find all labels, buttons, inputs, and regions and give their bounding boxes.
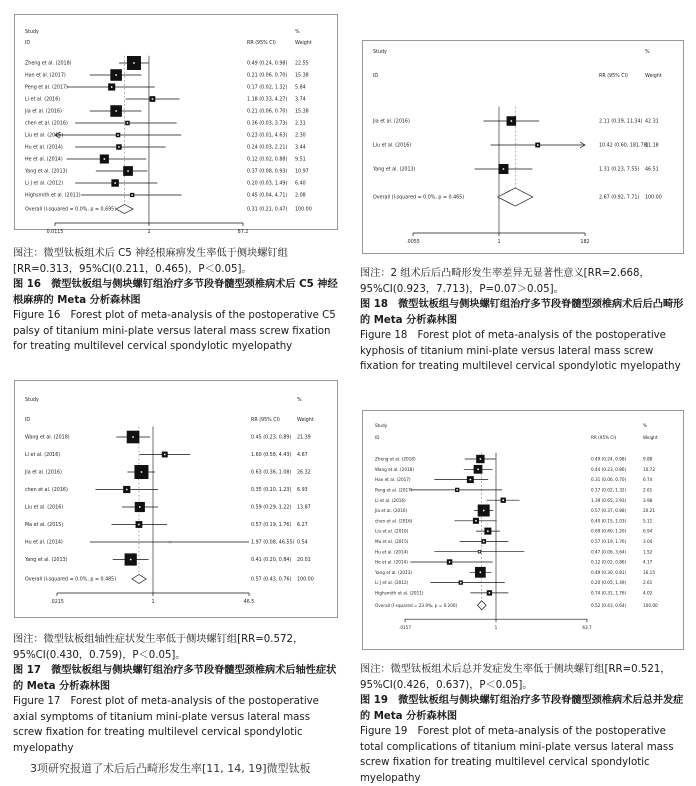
study-weight: 3.98 [643, 497, 653, 503]
study-ci-text: 1.60 (0.58, 4.43) [251, 453, 292, 459]
header-weight: Weight [297, 418, 314, 423]
study-point-estimate [503, 168, 505, 170]
study-point-estimate [141, 471, 143, 473]
study-label: chen et al. (2016) [25, 121, 68, 127]
study-weight: 5.11 [643, 518, 653, 524]
study-weight: 1.52 [643, 549, 653, 555]
study-label: Wang et al. (2018) [375, 466, 414, 472]
header-study: Study [373, 50, 387, 55]
x-axis-tick-label: 87.2 [237, 230, 249, 235]
study-label: Hu et al. (2014) [375, 549, 408, 555]
study-weight: 15.38 [295, 109, 309, 115]
header-weight: Weight [643, 435, 658, 440]
header-percent: % [645, 50, 650, 55]
header-rr: RR (95% CI) [591, 435, 617, 440]
caption-title-en-fig19: Figure 19 Forest plot of meta-analysis of the postoperative total complications of titanium mini-plate versus lateral mass screw fixation for treating multilevel cervical spondylotic myelopathy [360, 726, 674, 784]
x-axis-tick-label: 46.5 [243, 600, 255, 605]
study-label: Li J et al. (2012) [25, 181, 64, 187]
forest-plot-fig17 [15, 381, 337, 617]
x-axis-tick-label: .0055 [406, 240, 420, 245]
study-weight: 9.88 [643, 456, 653, 462]
study-ci-text: 0.74 (0.31, 1.76) [591, 590, 627, 596]
study-weight: 0.54 [297, 540, 308, 546]
study-ci-text: 0.31 (0.06, 0.70) [591, 477, 627, 483]
caption-fig19 [360, 662, 690, 786]
study-point-estimate [477, 468, 479, 470]
x-axis-tick-label: 1 [147, 230, 151, 235]
study-weight: 21.39 [297, 435, 311, 441]
overall-diamond [478, 601, 487, 610]
study-ci-text: 0.17 (0.02, 1.32) [591, 487, 627, 493]
study-weight: 2.08 [295, 193, 306, 199]
study-label: He et al. (2014) [25, 157, 63, 163]
study-point-estimate [479, 551, 481, 553]
study-ci-text: 0.49 (0.30, 0.81) [591, 569, 627, 575]
study-ci-text: 0.40 (0.15, 1.03) [591, 518, 627, 524]
overall-diamond [132, 575, 146, 584]
study-weight: 11.18 [645, 143, 659, 149]
study-label: Han et al. (2017) [25, 73, 66, 79]
study-weight: 10.72 [643, 466, 655, 472]
study-label: chen et al. (2016) [25, 488, 68, 494]
x-axis-tick-label: 1 [497, 240, 501, 245]
study-weight: 4.02 [643, 590, 653, 596]
study-point-estimate [479, 571, 481, 573]
study-weight: 2.31 [295, 121, 306, 127]
study-weight: 15.38 [295, 73, 309, 79]
study-weight: 10.97 [295, 169, 309, 175]
study-label: chen et al. (2016) [375, 518, 413, 524]
study-ci-text: 0.44 (0.23, 0.86) [591, 466, 627, 472]
study-weight: 13.87 [297, 505, 311, 511]
overall-ci-text: 0.57 (0.43, 0.76) [251, 577, 292, 583]
study-point-estimate [117, 134, 119, 136]
study-label: Ma et al. (2015) [25, 523, 64, 529]
study-label: He et al. (2014) [375, 559, 408, 565]
study-point-estimate [483, 510, 485, 512]
header-study: Study [375, 423, 388, 428]
study-point-estimate [139, 506, 141, 508]
study-label: Li et al. (2016) [375, 497, 406, 503]
study-weight: 3.74 [295, 97, 306, 103]
forest-plot-panel-fig16 [14, 14, 338, 235]
study-ci-text: 0.57 (0.19, 1.76) [591, 539, 627, 544]
study-label: Peng et al. (2017) [25, 85, 68, 91]
header-id: ID [25, 41, 31, 46]
header-rr: RR (95% CI) [251, 418, 280, 423]
study-point-estimate [456, 489, 458, 491]
forest-plot-fig19 [363, 411, 683, 649]
study-point-estimate [114, 182, 116, 184]
study-label: Hu et al. (2014) [25, 540, 63, 546]
study-ci-text: 0.20 (0.05, 1.49) [591, 580, 627, 586]
study-ci-text: 0.41 (0.20, 0.84) [251, 558, 292, 564]
study-point-estimate [483, 541, 485, 543]
header-rr: RR (95% CI) [247, 41, 276, 46]
study-weight: 2.30 [295, 133, 306, 139]
study-ci-text: 0.63 (0.36, 1.08) [251, 470, 292, 476]
study-ci-text: 0.69 (0.40, 1.20) [591, 528, 627, 534]
study-weight: 20.21 [643, 508, 655, 514]
study-label: Hu et al. (2014) [25, 145, 63, 151]
study-label: Li et al. (2016) [25, 453, 61, 459]
overall-ci-text: 2.67 (0.92, 7.71) [599, 195, 640, 201]
header-id: ID [25, 418, 31, 423]
study-label: Liu et al. (2016) [25, 505, 64, 511]
caption-note-fig19: 图注：微型钛板组术后总并发症发生率低于侧块螺钉组[RR=0.521，95%CI(0.426，0.637)，P＜0.05]。 [360, 664, 671, 691]
overall-ci-text: 0.52 (0.43, 0.64) [591, 602, 627, 608]
forest-plot-panel-fig17 [14, 380, 338, 618]
study-ci-text: 0.59 (0.29, 1.22) [251, 505, 292, 511]
study-point-estimate [132, 436, 134, 438]
study-ci-text: 0.23 (0.01, 4.63) [247, 133, 288, 139]
study-weight: 3.04 [643, 539, 653, 544]
study-ci-text: 2.11 (0.39, 11.34) [599, 119, 643, 125]
overall-label: Overall (I-squared = 0.0%, p = 0.485) [25, 577, 117, 583]
study-ci-text: 0.21 (0.06, 0.70) [247, 109, 288, 115]
study-label: Yang et al. (2013) [25, 558, 68, 564]
study-weight: 4.17 [643, 559, 653, 565]
caption-note-fig17: 图注：微型钛板组轴性症状发生率低于侧块螺钉组[RR=0.572，95%CI(0.430，0.759)，P＜0.05]。 [13, 634, 304, 661]
study-label: Highsmith et al. (2011) [25, 193, 81, 199]
study-ci-text: 0.57 (0.19, 1.76) [251, 523, 292, 529]
study-ci-text: 0.49 (0.24, 0.98) [247, 61, 288, 67]
caption-title-en-fig16: Figure 16 Forest plot of meta-analysis of the postoperative C5 palsy of titanium mini-plate versus lateral mass screw fixation for treating multilevel cervical spondylotic myelopathy [13, 310, 336, 352]
study-label: Liu et al. (2016) [375, 528, 409, 534]
study-ci-text: 0.21 (0.06, 0.70) [247, 73, 288, 79]
study-ci-text: 0.47 (0.06, 3.64) [591, 549, 627, 555]
body-text-fragment: 3项研究报道了术后后凸畸形发生率[11, 14, 19]微型钛板 [30, 762, 311, 775]
study-label: Jia et al. (2016) [25, 109, 62, 115]
study-point-estimate [126, 489, 128, 491]
study-weight: 2.61 [643, 580, 653, 586]
study-ci-text: 0.57 (0.37, 0.88) [591, 508, 627, 514]
study-label: Highsmith et al. (2011) [375, 590, 424, 596]
caption-title-cn-fig19: 图 19 微型钛板组与侧块螺钉组治疗多节段脊髓型颈椎病术后总并发症的 Meta 分析森林图 [360, 695, 684, 722]
study-ci-text: 0.35 (0.10, 1.23) [251, 488, 292, 494]
study-point-estimate [510, 120, 512, 122]
study-ci-text: 0.37 (0.08, 0.93) [247, 169, 288, 175]
caption-title-cn-fig18: 图 18 微型钛板组与侧块螺钉组治疗多节段脊髓型颈椎病术后后凸畸形的 Meta 分析森林图 [360, 299, 684, 326]
study-ci-text: 1.31 (0.23, 7.55) [599, 167, 640, 173]
study-point-estimate [475, 520, 477, 522]
study-point-estimate [115, 110, 117, 112]
study-weight: 9.51 [295, 157, 306, 163]
study-ci-text: 1.39 (0.65, 2.93) [591, 497, 627, 503]
caption-fig18 [360, 266, 690, 375]
header-id: ID [373, 74, 379, 79]
study-point-estimate [169, 541, 171, 543]
caption-title-en-fig17: Figure 17 Forest plot of meta-analysis of the postoperative axial symptoms of titanium mini-plate versus lateral mass screw fixation for treating multilevel cervical spondylotic myelopathy [13, 696, 319, 754]
study-weight: 16.15 [643, 569, 655, 575]
study-weight: 5.84 [295, 85, 306, 91]
study-point-estimate [138, 524, 140, 526]
study-label: Han et al. (2017) [375, 477, 411, 483]
study-point-estimate [115, 74, 117, 76]
x-axis-tick-label: 0.0115 [46, 230, 64, 235]
study-point-estimate [103, 158, 105, 160]
study-label: Liu et al. (2016) [25, 133, 64, 139]
header-id: ID [375, 435, 380, 440]
study-ci-text: 0.17 (0.02, 1.32) [247, 85, 288, 91]
study-label: Zheng et al. (2018) [25, 61, 72, 67]
study-point-estimate [133, 62, 135, 64]
study-weight: 6.74 [643, 477, 653, 483]
study-label: Yang et al. (2013) [25, 169, 68, 175]
study-point-estimate [537, 144, 539, 146]
caption-title-cn-fig17: 图 17 微型钛板组与侧块螺钉组治疗多节段脊髓型颈椎病术后轴性症状的 Meta 分析森林图 [13, 665, 337, 692]
study-label: Wang et al. (2018) [25, 435, 70, 441]
x-axis-tick-label: 182 [580, 240, 590, 245]
study-weight: 46.51 [645, 167, 659, 173]
study-label: Jia et al. (2016) [375, 508, 408, 514]
overall-ci-text: 0.31 (0.21, 0.47) [247, 207, 288, 213]
overall-diamond [116, 205, 133, 214]
study-weight: 6.27 [297, 523, 308, 529]
study-point-estimate [479, 458, 481, 460]
header-study: Study [25, 30, 39, 35]
study-ci-text: 0.45 (0.04, 4.71) [247, 193, 288, 199]
study-ci-text: 0.36 (0.03, 3.73) [247, 121, 288, 127]
study-ci-text: 10.42 (0.60, 181.78) [599, 143, 649, 149]
caption-note-fig16: 图注：微型钛板组术后 C5 神经根麻痹发生率低于侧块螺钉组[RR=0.313，95%CI(0.211，0.465)，P＜0.05]。 [13, 248, 288, 275]
study-point-estimate [487, 530, 489, 532]
study-point-estimate [164, 454, 166, 456]
study-weight: 26.32 [297, 470, 311, 476]
overall-label: Overall (I-squared = 0.0%, p = 0.465) [373, 195, 465, 201]
study-weight: 20.01 [297, 558, 311, 564]
study-label: Zheng et al. (2018) [375, 456, 416, 462]
x-axis-tick-label: 1 [494, 625, 498, 631]
study-label: Jia et al. (2016) [373, 119, 410, 125]
study-weight: 22.55 [295, 61, 309, 67]
study-ci-text: 0.12 (0.02, 0.86) [591, 559, 627, 565]
study-label: Jia et al. (2016) [25, 470, 62, 476]
study-point-estimate [502, 499, 504, 501]
x-axis-tick-label: .0215 [50, 600, 64, 605]
overall-weight: 100.00 [643, 602, 658, 608]
header-percent: % [297, 398, 302, 403]
study-label: Liu et al. (2016) [373, 143, 412, 149]
study-point-estimate [469, 479, 471, 481]
study-weight: 2.61 [643, 487, 653, 493]
study-point-estimate [131, 194, 133, 196]
study-weight: 6.94 [643, 528, 653, 534]
header-percent: % [643, 423, 647, 428]
study-point-estimate [152, 98, 154, 100]
x-axis-tick-label: 1 [151, 600, 155, 605]
overall-weight: 100.00 [297, 577, 314, 583]
study-weight: 6.40 [295, 181, 306, 187]
header-study: Study [25, 398, 39, 403]
caption-title-cn-fig16: 图 16 微型钛板组与侧块螺钉组治疗多节段脊髓型颈椎病术后 C5 神经根麻痹的 Meta 分析森林图 [13, 279, 338, 306]
study-ci-text: 0.49 (0.24, 0.98) [591, 456, 627, 462]
overall-label: Overall (I-squared = 0.0%, p = 0.695) [25, 207, 117, 213]
caption-fig16 [13, 246, 341, 355]
study-point-estimate [111, 86, 113, 88]
x-axis-tick-label: 63.7 [582, 625, 592, 631]
overall-weight: 100.00 [295, 207, 312, 213]
x-axis-tick-label: .0157 [399, 625, 411, 631]
header-rr: RR (95% CI) [599, 74, 628, 79]
study-weight: 6.93 [297, 488, 308, 494]
header-weight: Weight [645, 74, 662, 79]
study-ci-text: 0.12 (0.02, 0.88) [247, 157, 288, 163]
study-point-estimate [449, 561, 451, 563]
forest-plot-fig18 [363, 41, 683, 253]
overall-weight: 100.00 [645, 195, 662, 201]
caption-note-fig18: 图注：2 组术后后凸畸形发生率差异无显著性意义[RR=2.668，95%CI(0.923，7.713)，P=0.07＞0.05]。 [360, 268, 650, 295]
study-point-estimate [118, 146, 120, 148]
study-label: Yang et al. (2013) [373, 167, 416, 173]
study-point-estimate [127, 170, 129, 172]
study-point-estimate [460, 582, 462, 584]
forest-plot-panel-fig19 [362, 410, 684, 650]
overall-diamond [498, 188, 533, 206]
overall-label: Overall (I-squared = 23.9%, p = 0.200) [375, 602, 458, 608]
study-weight: 3.44 [295, 145, 306, 151]
header-weight: Weight [295, 41, 312, 46]
study-point-estimate [127, 122, 129, 124]
study-ci-text: 0.24 (0.03, 2.21) [247, 145, 288, 151]
forest-plot-panel-fig18 [362, 40, 684, 254]
study-ci-text: 0.45 (0.23, 0.89) [251, 435, 292, 441]
study-point-estimate [489, 592, 491, 594]
study-label: Yang et al. (2013) [375, 569, 413, 575]
study-ci-text: 0.20 (0.03, 1.49) [247, 181, 288, 187]
study-label: Li et al. (2016) [25, 97, 61, 103]
caption-fig17 [13, 632, 341, 756]
study-label: Peng et al. (2017) [375, 487, 413, 493]
study-ci-text: 1.97 (0.08, 46.55) [251, 540, 295, 546]
study-ci-text: 1.18 (0.33, 4.27) [247, 97, 288, 103]
forest-plot-fig16 [15, 15, 337, 235]
study-weight: 42.31 [645, 119, 659, 125]
study-label: Li J et al. (2012) [375, 580, 409, 586]
caption-title-en-fig18: Figure 18 Forest plot of meta-analysis of the postoperative kyphosis of titanium mini-plate versus lateral mass screw fixation for treating multilevel cervical spondylotic myelopathy [360, 330, 681, 372]
study-label: Ma et al. (2015) [375, 539, 409, 544]
header-percent: % [295, 30, 300, 35]
study-weight: 4.67 [297, 453, 308, 459]
study-point-estimate [130, 559, 132, 561]
